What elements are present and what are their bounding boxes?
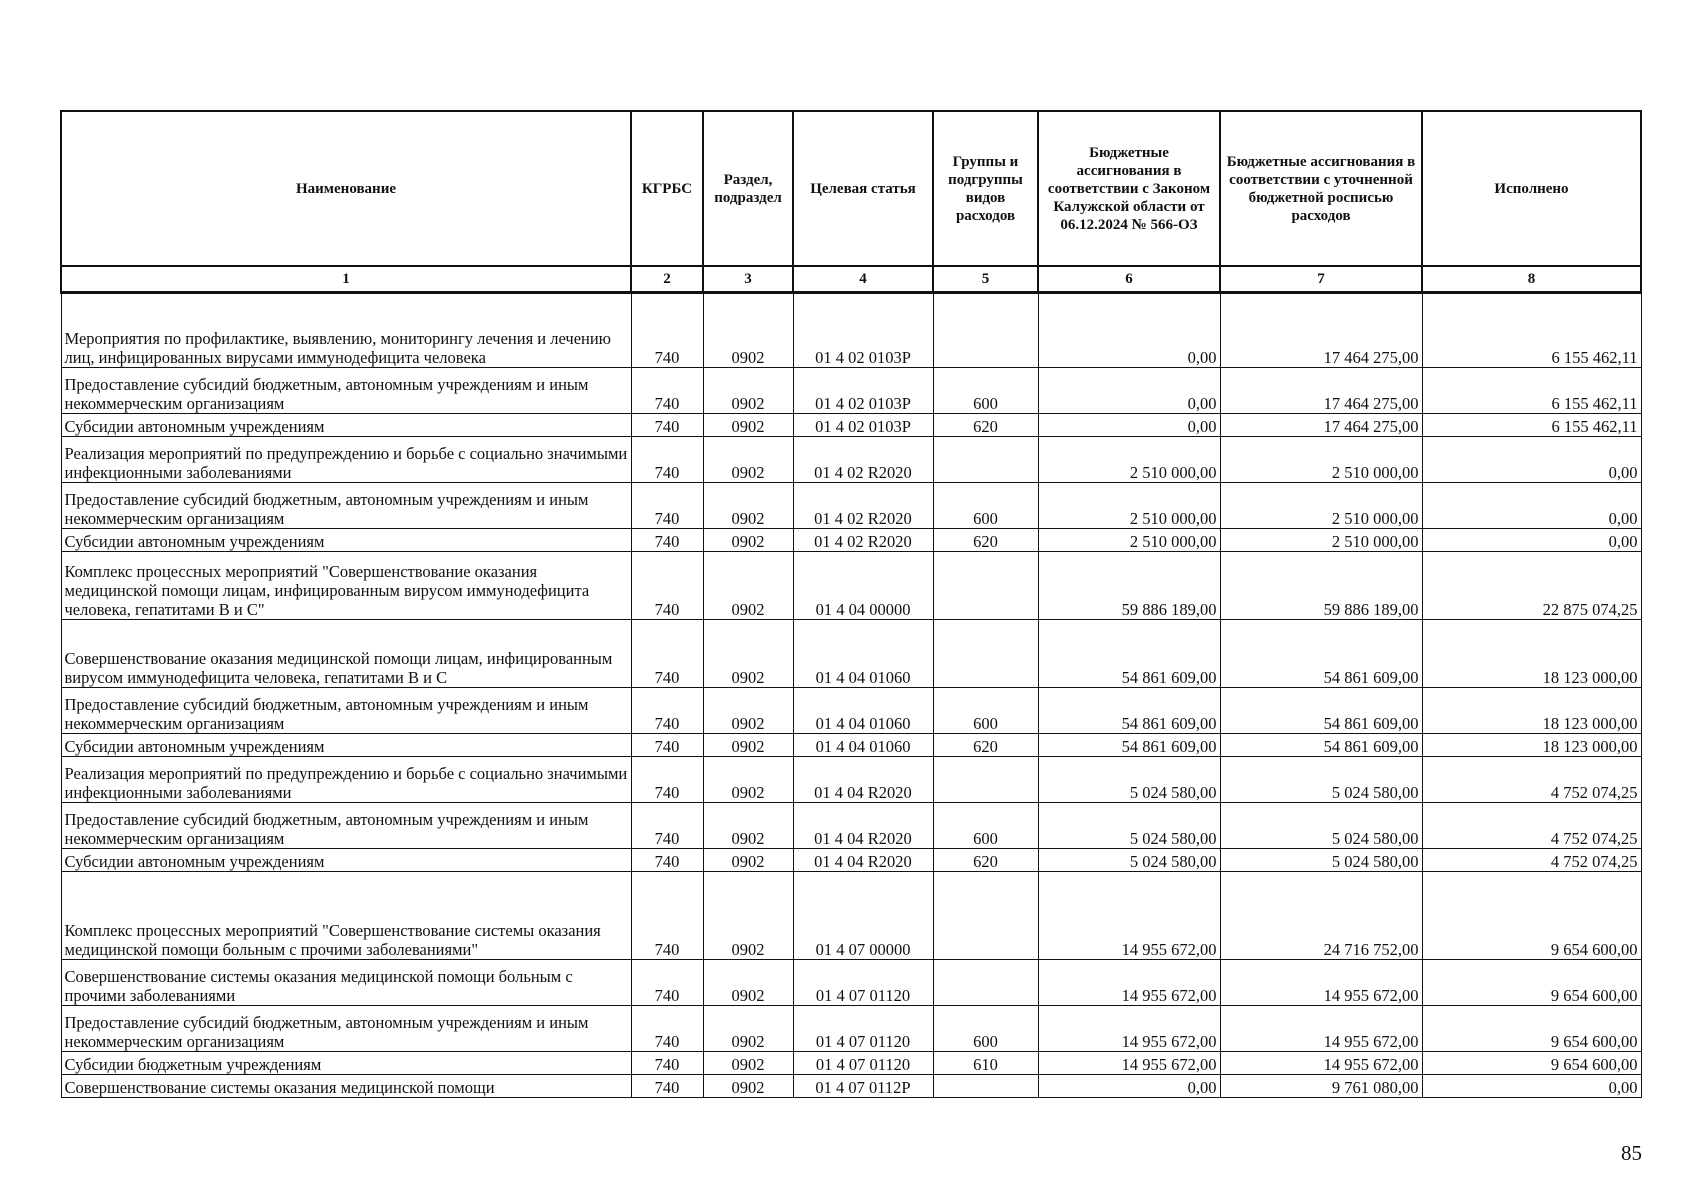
row-executed: 0,00 [1422,1074,1641,1097]
col-header-refined-allocations: Бюджетные ассигнования в соответствии с уточненной бюджетной росписью расходов [1220,111,1422,266]
row-executed: 18 123 000,00 [1422,619,1641,687]
row-law-allocation: 54 861 609,00 [1038,619,1220,687]
row-expense-group: 620 [933,848,1038,871]
row-refined-allocation: 14 955 672,00 [1220,959,1422,1005]
row-section: 0902 [703,367,793,413]
row-law-allocation: 59 886 189,00 [1038,551,1220,619]
row-section: 0902 [703,687,793,733]
row-kgrbs: 740 [631,482,703,528]
row-refined-allocation: 9 761 080,00 [1220,1074,1422,1097]
row-executed: 0,00 [1422,528,1641,551]
row-kgrbs: 740 [631,1074,703,1097]
col-header-target-article: Целевая статья [793,111,933,266]
row-law-allocation: 14 955 672,00 [1038,871,1220,959]
row-refined-allocation: 54 861 609,00 [1220,619,1422,687]
row-refined-allocation: 14 955 672,00 [1220,1005,1422,1051]
row-executed: 9 654 600,00 [1422,1005,1641,1051]
row-kgrbs: 740 [631,436,703,482]
row-kgrbs: 740 [631,687,703,733]
col-number: 6 [1038,266,1220,292]
row-executed: 9 654 600,00 [1422,1051,1641,1074]
row-section: 0902 [703,1051,793,1074]
row-section: 0902 [703,871,793,959]
table-row [61,551,1641,619]
row-expense-group: 600 [933,802,1038,848]
row-target-article: 01 4 02 R2020 [793,528,933,551]
row-section: 0902 [703,528,793,551]
col-header-law-allocations: Бюджетные ассигнования в соответствии с Законом Калужской области от 06.12.2024 № 566-ОЗ [1038,111,1220,266]
row-kgrbs: 740 [631,733,703,756]
col-header-executed: Исполнено [1422,111,1641,266]
row-section: 0902 [703,413,793,436]
col-header-expense-groups: Группы и подгруппы видов расходов [933,111,1038,266]
row-expense-group [933,619,1038,687]
row-executed: 18 123 000,00 [1422,687,1641,733]
row-law-allocation: 0,00 [1038,292,1220,367]
row-expense-group: 600 [933,482,1038,528]
row-target-article: 01 4 04 R2020 [793,802,933,848]
row-section: 0902 [703,436,793,482]
table-row [61,619,1641,687]
row-expense-group: 600 [933,1005,1038,1051]
row-section: 0902 [703,1074,793,1097]
row-expense-group [933,959,1038,1005]
budget-execution-table [60,110,1642,1098]
row-expense-group [933,436,1038,482]
row-law-allocation: 0,00 [1038,413,1220,436]
col-number: 1 [61,266,631,292]
row-expense-group: 620 [933,733,1038,756]
row-executed: 4 752 074,25 [1422,802,1641,848]
row-kgrbs: 740 [631,413,703,436]
row-target-article: 01 4 04 01060 [793,619,933,687]
row-refined-allocation: 2 510 000,00 [1220,436,1422,482]
table-row [61,528,1641,551]
row-target-article: 01 4 02 0103Р [793,413,933,436]
row-kgrbs: 740 [631,871,703,959]
row-expense-group: 620 [933,528,1038,551]
row-expense-group [933,756,1038,802]
row-refined-allocation: 5 024 580,00 [1220,848,1422,871]
row-name: Предоставление субсидий бюджетным, автономным учреждениям и иным некоммерческим организациям [61,367,631,413]
table-row [61,959,1641,1005]
row-name: Субсидии автономным учреждениям [61,413,631,436]
table-row [61,733,1641,756]
row-law-allocation: 0,00 [1038,367,1220,413]
row-kgrbs: 740 [631,528,703,551]
row-section: 0902 [703,482,793,528]
table-body [61,292,1641,1097]
row-name: Реализация мероприятий по предупреждению и борьбе с социально значимыми инфекционными заболеваниями [61,756,631,802]
table-row [61,802,1641,848]
row-law-allocation: 2 510 000,00 [1038,436,1220,482]
page-number: 85 [1621,1141,1642,1165]
row-executed: 22 875 074,25 [1422,551,1641,619]
row-kgrbs: 740 [631,848,703,871]
row-section: 0902 [703,292,793,367]
col-header-section: Раздел, подраздел [703,111,793,266]
row-executed: 4 752 074,25 [1422,756,1641,802]
row-expense-group [933,551,1038,619]
col-number: 8 [1422,266,1641,292]
row-law-allocation: 14 955 672,00 [1038,959,1220,1005]
row-kgrbs: 740 [631,802,703,848]
row-refined-allocation: 14 955 672,00 [1220,1051,1422,1074]
budget-table-sheet [60,110,1640,1098]
row-name: Предоставление субсидий бюджетным, автономным учреждениям и иным некоммерческим организациям [61,687,631,733]
row-law-allocation: 0,00 [1038,1074,1220,1097]
table-row [61,871,1641,959]
row-name: Субсидии автономным учреждениям [61,733,631,756]
row-refined-allocation: 17 464 275,00 [1220,367,1422,413]
table-row [61,482,1641,528]
row-law-allocation: 54 861 609,00 [1038,687,1220,733]
row-executed: 6 155 462,11 [1422,367,1641,413]
col-number: 2 [631,266,703,292]
table-row [61,292,1641,367]
table-row [61,413,1641,436]
row-target-article: 01 4 07 01120 [793,1005,933,1051]
row-refined-allocation: 17 464 275,00 [1220,413,1422,436]
table-row [61,367,1641,413]
row-refined-allocation: 54 861 609,00 [1220,687,1422,733]
row-executed: 18 123 000,00 [1422,733,1641,756]
row-refined-allocation: 2 510 000,00 [1220,528,1422,551]
row-target-article: 01 4 02 R2020 [793,482,933,528]
row-name: Совершенствование системы оказания медицинской помощи [61,1074,631,1097]
row-refined-allocation: 5 024 580,00 [1220,802,1422,848]
row-refined-allocation: 24 716 752,00 [1220,871,1422,959]
row-section: 0902 [703,1005,793,1051]
row-expense-group [933,871,1038,959]
col-number: 4 [793,266,933,292]
row-name: Предоставление субсидий бюджетным, автономным учреждениям и иным некоммерческим организациям [61,482,631,528]
row-kgrbs: 740 [631,619,703,687]
row-target-article: 01 4 04 R2020 [793,756,933,802]
column-number-row [61,266,1641,292]
row-target-article: 01 4 04 01060 [793,687,933,733]
row-executed: 6 155 462,11 [1422,413,1641,436]
row-expense-group [933,292,1038,367]
row-kgrbs: 740 [631,1051,703,1074]
row-refined-allocation: 5 024 580,00 [1220,756,1422,802]
row-law-allocation: 54 861 609,00 [1038,733,1220,756]
row-name: Мероприятия по профилактике, выявлению, мониторингу лечения и лечению лиц, инфицированных вирусами иммунодефицита человека [61,292,631,367]
row-section: 0902 [703,619,793,687]
table-row [61,848,1641,871]
row-target-article: 01 4 02 0103Р [793,367,933,413]
row-expense-group: 600 [933,687,1038,733]
row-target-article: 01 4 02 R2020 [793,436,933,482]
row-kgrbs: 740 [631,756,703,802]
row-section: 0902 [703,848,793,871]
row-target-article: 01 4 07 0112Р [793,1074,933,1097]
row-section: 0902 [703,733,793,756]
table-row [61,687,1641,733]
row-law-allocation: 2 510 000,00 [1038,482,1220,528]
table-row [61,1074,1641,1097]
row-law-allocation: 2 510 000,00 [1038,528,1220,551]
row-refined-allocation: 17 464 275,00 [1220,292,1422,367]
row-law-allocation: 14 955 672,00 [1038,1005,1220,1051]
row-kgrbs: 740 [631,959,703,1005]
row-executed: 9 654 600,00 [1422,959,1641,1005]
row-expense-group: 600 [933,367,1038,413]
table-row [61,1051,1641,1074]
row-name: Субсидии автономным учреждениям [61,848,631,871]
row-section: 0902 [703,802,793,848]
row-name: Совершенствование оказания медицинской помощи лицам, инфицированным вирусом иммунодефицита человека, гепатитами В и С [61,619,631,687]
row-expense-group [933,1074,1038,1097]
row-law-allocation: 5 024 580,00 [1038,802,1220,848]
row-law-allocation: 14 955 672,00 [1038,1051,1220,1074]
row-target-article: 01 4 07 00000 [793,871,933,959]
row-kgrbs: 740 [631,551,703,619]
row-target-article: 01 4 07 01120 [793,1051,933,1074]
row-executed: 6 155 462,11 [1422,292,1641,367]
row-executed: 4 752 074,25 [1422,848,1641,871]
row-expense-group: 610 [933,1051,1038,1074]
row-target-article: 01 4 07 01120 [793,959,933,1005]
row-refined-allocation: 2 510 000,00 [1220,482,1422,528]
row-executed: 9 654 600,00 [1422,871,1641,959]
row-kgrbs: 740 [631,292,703,367]
row-name: Комплекс процессных мероприятий "Совершенствование системы оказания медицинской помощи больным с прочими заболеваниями" [61,871,631,959]
row-target-article: 01 4 04 01060 [793,733,933,756]
row-name: Предоставление субсидий бюджетным, автономным учреждениям и иным некоммерческим организациям [61,802,631,848]
row-section: 0902 [703,959,793,1005]
row-kgrbs: 740 [631,367,703,413]
table-row [61,1005,1641,1051]
row-executed: 0,00 [1422,436,1641,482]
row-law-allocation: 5 024 580,00 [1038,848,1220,871]
row-section: 0902 [703,551,793,619]
row-kgrbs: 740 [631,1005,703,1051]
row-name: Субсидии автономным учреждениям [61,528,631,551]
col-number: 3 [703,266,793,292]
row-section: 0902 [703,756,793,802]
row-executed: 0,00 [1422,482,1641,528]
row-name: Реализация мероприятий по предупреждению и борьбе с социально значимыми инфекционными заболеваниями [61,436,631,482]
row-target-article: 01 4 04 00000 [793,551,933,619]
row-name: Предоставление субсидий бюджетным, автономным учреждениям и иным некоммерческим организациям [61,1005,631,1051]
row-name: Совершенствование системы оказания медицинской помощи больным с прочими заболеваниями [61,959,631,1005]
col-number: 5 [933,266,1038,292]
row-law-allocation: 5 024 580,00 [1038,756,1220,802]
row-name: Комплекс процессных мероприятий "Совершенствование оказания медицинской помощи лицам, инфицированным вирусом иммунодефицита человека, гепатитами В и С" [61,551,631,619]
row-name: Субсидии бюджетным учреждениям [61,1051,631,1074]
table-row [61,756,1641,802]
row-target-article: 01 4 04 R2020 [793,848,933,871]
table-header-row [61,111,1641,266]
row-refined-allocation: 54 861 609,00 [1220,733,1422,756]
row-expense-group: 620 [933,413,1038,436]
col-header-name: Наименование [61,111,631,266]
table-row [61,436,1641,482]
col-header-kgrbs: КГРБС [631,111,703,266]
row-target-article: 01 4 02 0103Р [793,292,933,367]
row-refined-allocation: 59 886 189,00 [1220,551,1422,619]
col-number: 7 [1220,266,1422,292]
